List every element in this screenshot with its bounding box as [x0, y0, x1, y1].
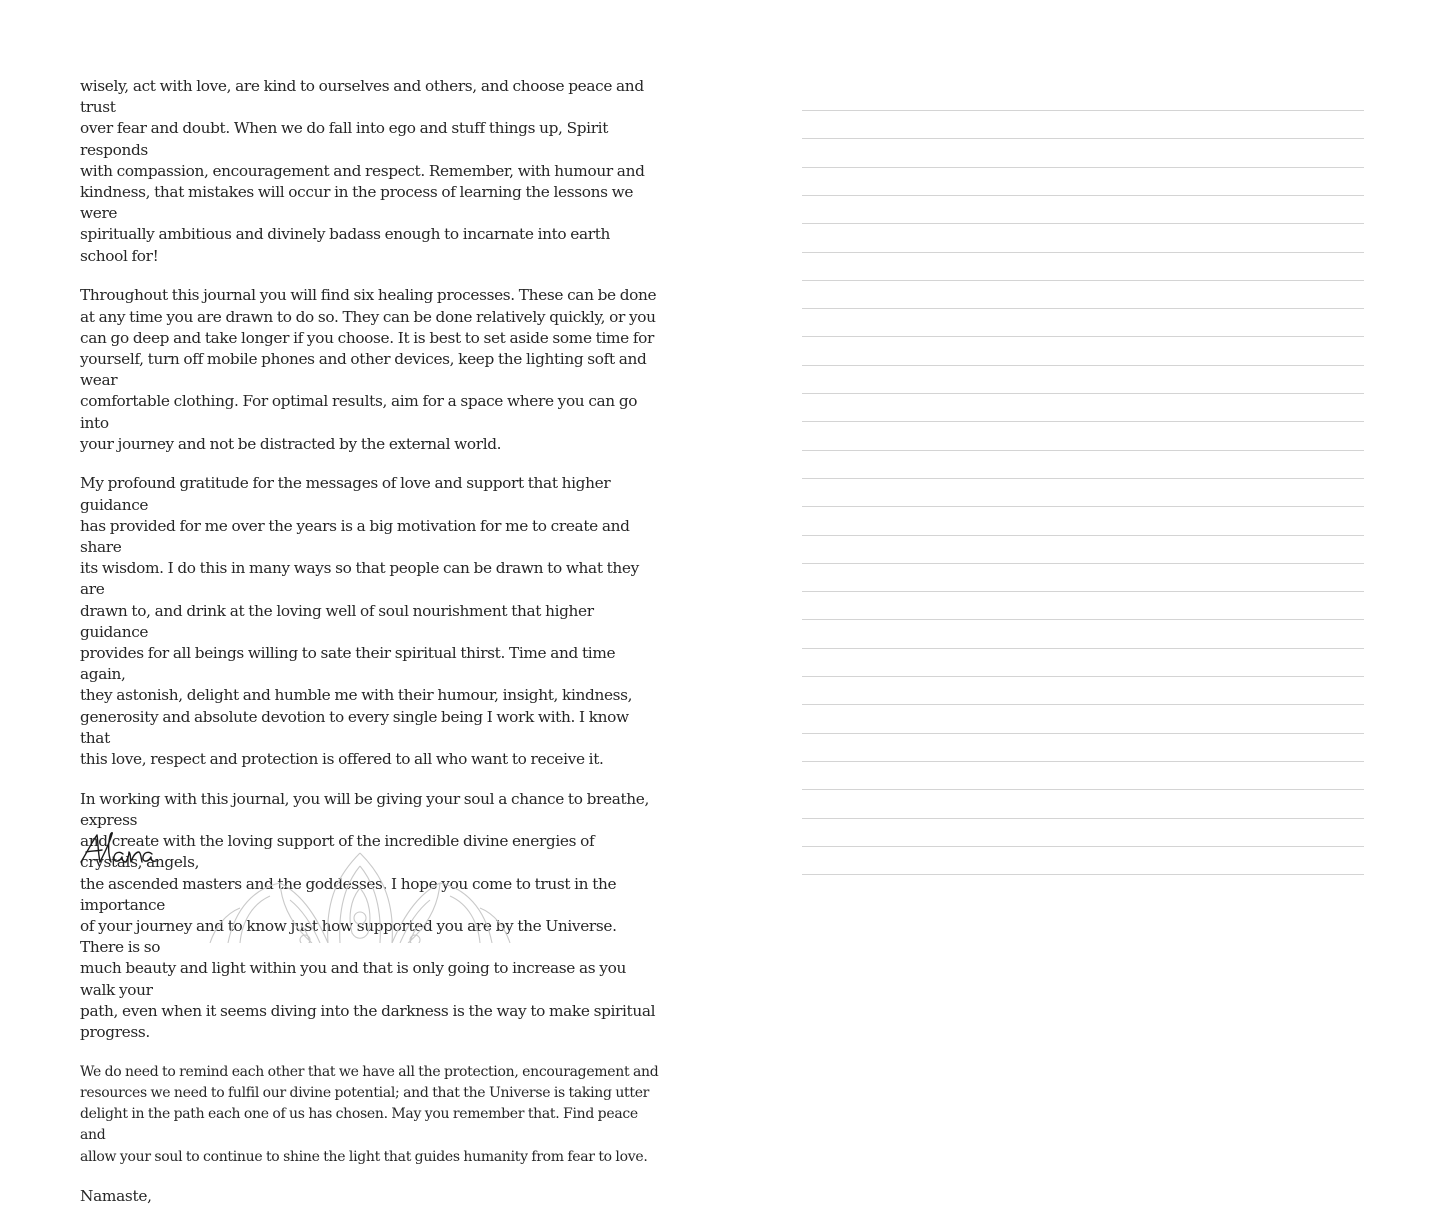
- ruled-line: [802, 110, 1364, 111]
- ruled-line: [802, 648, 1364, 649]
- paragraph-2: Throughout this journal you will find six healing processes. These can be done at any time you are drawn to do so. They can be done relatively quickly, or you can go deep and take longer if you choose. It is best to set aside some time for yourself, turn off mobile phones and other devices, keep the lighting soft and wear comfortable clothing. For optimal results, aim for a space where you can go into your journey and not be distracted by the external world.: [80, 286, 657, 453]
- ruled-line: [802, 421, 1364, 422]
- signoff: Namaste,: [80, 1187, 152, 1206]
- ruled-line: [802, 676, 1364, 677]
- ruled-line: [802, 336, 1364, 337]
- ruled-line: [802, 138, 1364, 139]
- ruled-line: [802, 365, 1364, 366]
- ruled-writing-area[interactable]: [802, 110, 1364, 880]
- ruled-line: [802, 818, 1364, 819]
- ruled-line: [802, 874, 1364, 875]
- ruled-line: [802, 761, 1364, 762]
- ruled-line: [802, 619, 1364, 620]
- ruled-line: [802, 789, 1364, 790]
- ruled-line: [802, 846, 1364, 847]
- lotus-ornament-icon: [200, 848, 520, 943]
- ruled-line: [802, 478, 1364, 479]
- ruled-line: [802, 223, 1364, 224]
- ruled-line: [802, 167, 1364, 168]
- paragraph-3: My profound gratitude for the messages of love and support that higher guidance has provided for me over the years is a big motivation for me to create and share its wisdom. I do this in many ways so that people can be drawn to what they are drawn to, and drink at the loving well of soul nourishment that higher guidance provides for all beings willing to sate their spiritual thirst. Time and time again, they astonish, delight and humble me with their humour, insight, kindness, generosity and absolute devotion to every single being I work with. I know that this love, respect and protection is offered to all who want to receive it.: [80, 474, 639, 769]
- paragraph-4: In working with this journal, you will be giving your soul a chance to breathe, express and create with the loving support of the incredible divine energies of crystals, angels, the ascended masters and the goddesses. I hope you come to trust in the importance of your journey and to know just how supported you are by the Universe. There is so much beauty and light within you and that is only going to increase as you walk your path, even when it seems diving into the darkness is the way to make spiritual progress.: [80, 789, 656, 1042]
- paragraph-1: wisely, act with love, are kind to ourselves and others, and choose peace and trust over fear and doubt. When we do fall into ego and stuff things up, Spirit responds with compassion, encouragement and respect. Remember, with humour and kindness, that mistakes will occur in the process of learning the lessons we were spiritually ambitious and divinely badass enough to incarnate into earth school for!: [80, 77, 645, 265]
- ruled-line: [802, 252, 1364, 253]
- signature-alana: [78, 824, 188, 874]
- paragraph-5: We do need to remind each other that we have all the protection, encouragement and resources we need to fulfil our divine potential; and that the Universe is taking utter delight in the path each one of us has chosen. May you remember that. Find peace and allow your soul to continue to shine the light that guides humanity from fear to love.: [80, 1063, 659, 1165]
- ruled-line: [802, 450, 1364, 451]
- ruled-line: [802, 563, 1364, 564]
- ruled-line: [802, 280, 1364, 281]
- ruled-line: [802, 535, 1364, 536]
- ruled-line: [802, 704, 1364, 705]
- ruled-line: [802, 393, 1364, 394]
- ruled-line: [802, 195, 1364, 196]
- ruled-line: [802, 308, 1364, 309]
- ruled-line: [802, 506, 1364, 507]
- left-page-text: [80, 76, 660, 1207]
- ruled-line: [802, 733, 1364, 734]
- ruled-line: [802, 591, 1364, 592]
